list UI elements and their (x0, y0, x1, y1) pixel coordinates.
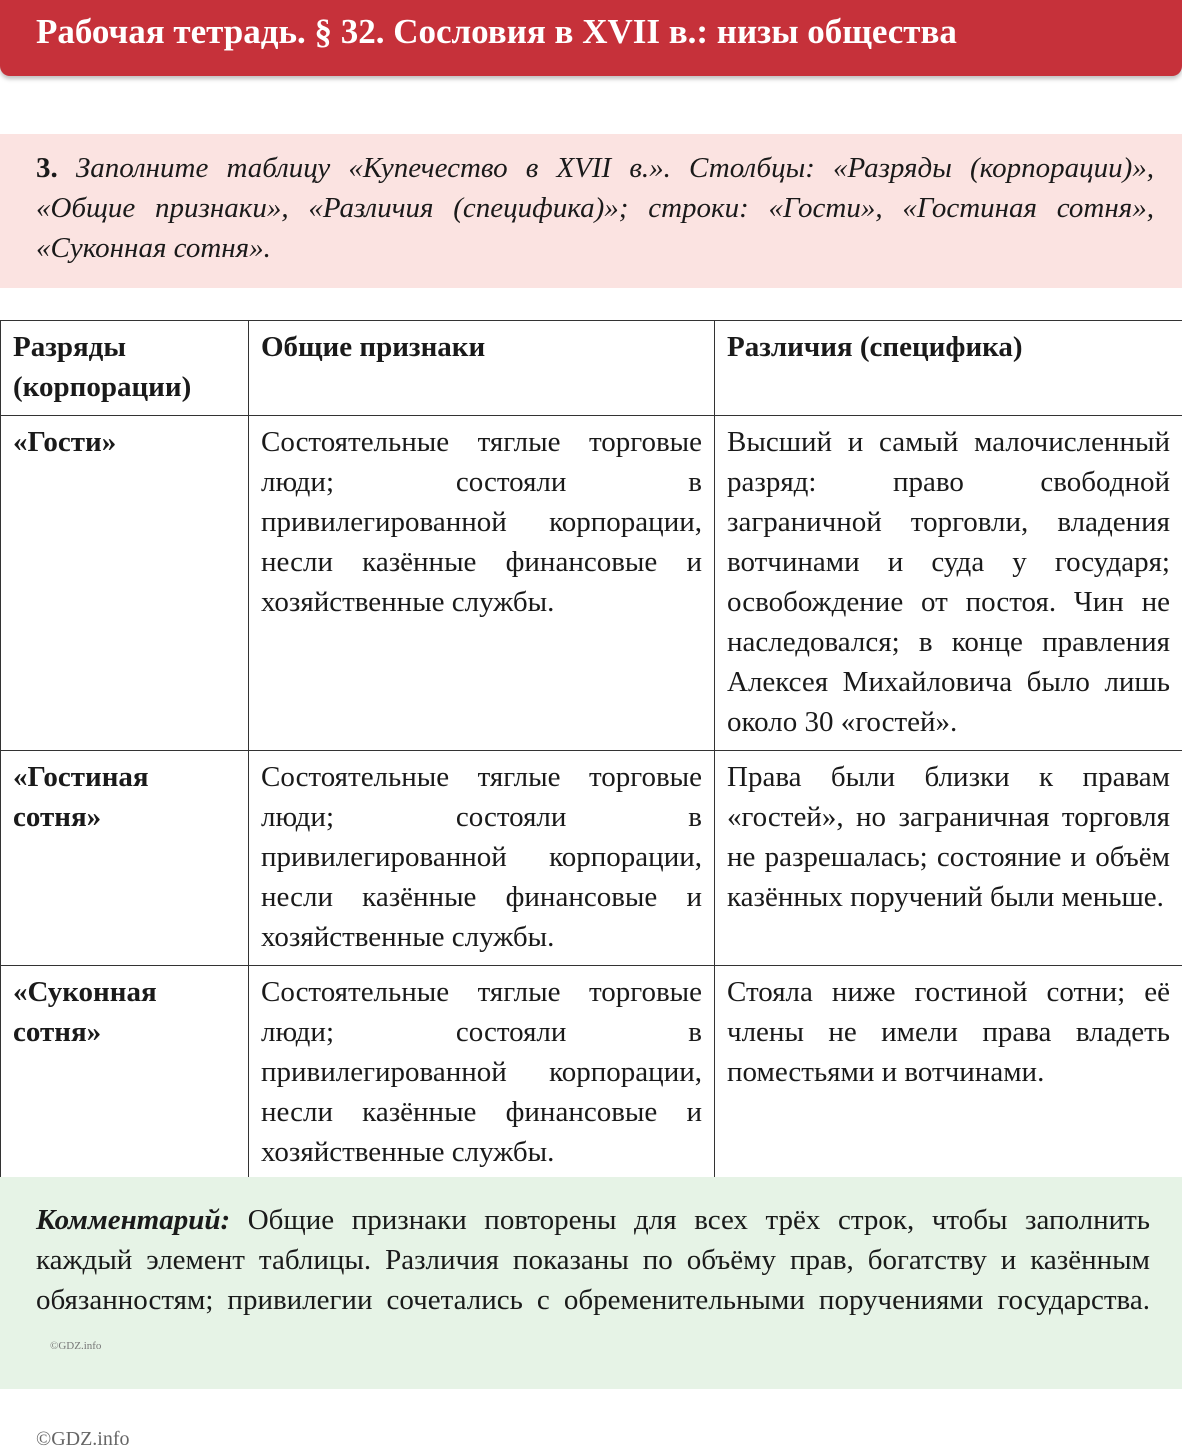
inline-watermark: ©GDZ.info (50, 1340, 102, 1352)
common-cell: Состоятельные тяглые торговые люди; состояли в привилегированной корпорации, несли казённые финансовые и хозяйственные службы. (249, 416, 715, 751)
table-row (1, 966, 1182, 1181)
header-bar (0, 0, 1182, 76)
row-name-cell: «Гостиная сотня» (1, 751, 249, 966)
row-name-cell: «Гости» (1, 416, 249, 751)
task-number: 3. (36, 152, 58, 184)
page-title: Рабочая тетрадь. § 32. Сословия в XVII в.: низы общества (36, 12, 957, 51)
row-name-cell: «Суконная сотня» (1, 966, 249, 1181)
table-row (1, 416, 1182, 751)
table-header-row (1, 321, 1182, 416)
common-cell: Состоятельные тяглые торговые люди; состояли в привилегированной корпорации, несли казённые финансовые и хозяйственные службы. (249, 751, 715, 966)
header-cell-common: Общие признаки (249, 321, 715, 416)
comment-text (36, 1200, 1150, 1366)
comment-label: Комментарий: (36, 1204, 231, 1236)
common-cell: Состоятельные тяглые торговые люди; состояли в привилегированной корпорации, несли казённые финансовые и хозяйственные службы. (249, 966, 715, 1181)
task-instruction: Заполните таблицу «Купечество в XVII в.». Столбцы: «Разряды (корпорации)», «Общие признаки», «Различия (специфика)»; строки: «Гости», «Гостиная сотня», «Суконная сотня». (36, 152, 1154, 264)
comment-body: Общие признаки повторены для всех трёх строк, чтобы заполнить каждый элемент таблицы. Различия показаны по объёму прав, богатству и казённым обязанностям; привилегии сочетались с обременительными поручениями государства. (36, 1204, 1151, 1316)
diff-cell: Высший и самый малочисленный разряд: право свободной заграничной торговли, владения вотчинами и суда у государя; освобождение от постоя. Чин не наследовался; в конце правления Алексея Михайловича было лишь около 30 «гостей». (715, 416, 1182, 751)
copyright-text: ©GDZ.info (36, 1428, 130, 1450)
diff-cell: Права были близки к правам «гостей», но заграничная торговля не разрешалась; состояние и объём казённых поручений были меньше. (715, 751, 1182, 966)
merchants-table (0, 320, 1182, 1181)
task-text (36, 148, 1154, 268)
diff-cell: Стояла ниже гостиной сотни; её члены не имели права владеть поместьями и вотчинами. (715, 966, 1182, 1181)
table-row (1, 751, 1182, 966)
header-cell-categories: Разряды (корпорации) (1, 321, 249, 416)
header-cell-differences: Различия (специфика) (715, 321, 1182, 416)
